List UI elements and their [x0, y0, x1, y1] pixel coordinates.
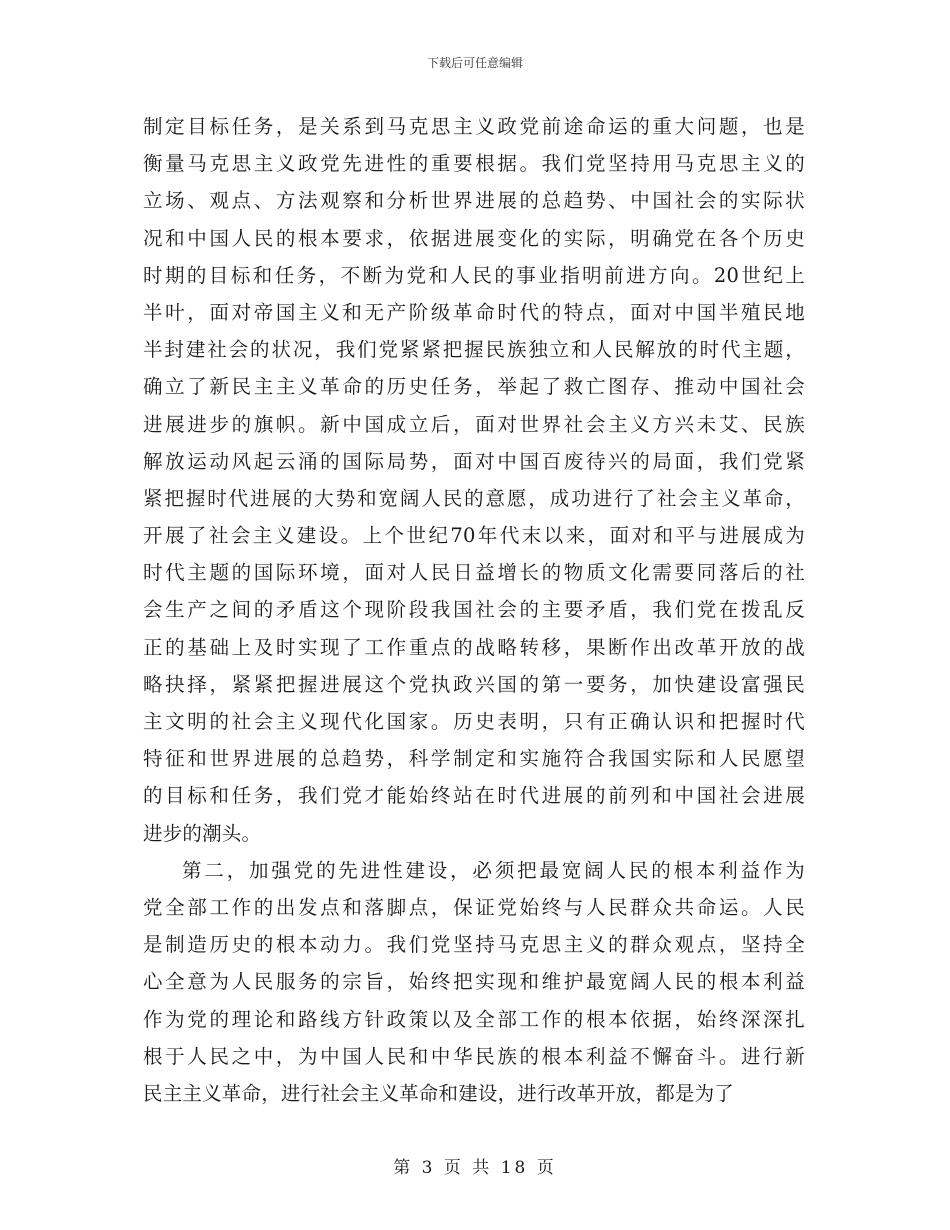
- text-line: 开展了社会主义建设。上个世纪70年代末以来，面对和平与进展成为: [143, 524, 805, 548]
- text-line: 作为党的理论和路线方针政策以及全部工作的根本依据，始终深深扎: [143, 1007, 805, 1031]
- text-line: 制定目标任务，是关系到马克思主义政党前途命运的重大问题，也是: [143, 115, 805, 138]
- text-line: 立场、观点、方法观察和分析世界进展的总趋势、中国社会的实际状: [143, 189, 805, 213]
- text-line: 时代主题的国际环境，面对人民日益增长的物质文化需要同落后的社: [143, 561, 805, 585]
- text-line: 主文明的社会主义现代化国家。历史表明，只有正确认识和把握时代: [143, 710, 805, 733]
- text-line: 半叶，面对帝国主义和无产阶级革命时代的特点，面对中国半殖民地: [143, 300, 805, 324]
- text-line: 紧把握时代进展的大势和宽阔人民的意愿，成功进行了社会主义革命，: [143, 486, 805, 510]
- text-line: 心全意为人民服务的宗旨，始终把实现和维护最宽阔人民的根本利益: [143, 970, 805, 994]
- text-line: 党全部工作的出发点和落脚点，保证党始终与人民群众共命运。人民: [143, 895, 805, 919]
- text-line: 进展进步的旗帜。新中国成立后，面对世界社会主义方兴未艾、民族: [143, 412, 805, 436]
- paragraph: [143, 108, 805, 852]
- text-line: 民主主义革命，进行社会主义革命和建设，进行改革开放，都是为了: [143, 1081, 735, 1105]
- text-line: 衡量马克思主义政党先进性的重要根据。我们党坚持用马克思主义的: [143, 152, 805, 176]
- text-line: 根于人民之中，为中国人民和中华民族的根本利益不懈奋斗。进行新: [143, 1044, 805, 1068]
- text-line: 半封建社会的状况，我们党紧紧把握民族独立和人民解放的时代主题，: [143, 338, 805, 362]
- text-line: 况和中国人民的根本要求，依据进展变化的实际，明确党在各个历史: [143, 226, 805, 250]
- text-line: 时期的目标和任务，不断为党和人民的事业指明前进方向。20世纪上: [143, 263, 805, 287]
- text-line: 特征和世界进展的总趋势，科学制定和实施符合我国实际和人民愿望: [143, 747, 805, 771]
- text-line: 的目标和任务，我们党才能始终站在时代进展的前列和中国社会进展: [143, 784, 805, 808]
- text-line: 第二，加强党的先进性建设，必须把最宽阔人民的根本利益作为: [182, 858, 805, 882]
- document-body: [143, 108, 805, 1112]
- text-line: 略抉择，紧紧把握进展这个党执政兴国的第一要务，加快建设富强民: [143, 672, 805, 696]
- text-line: 是制造历史的根本动力。我们党坚持马克思主义的群众观点，坚持全: [143, 933, 805, 957]
- page-footer: 第 3 页 共 18 页: [393, 1158, 557, 1178]
- text-line: 进步的潮头。: [143, 821, 262, 845]
- paragraph: [143, 852, 805, 1112]
- text-line: 正的基础上及时实现了工作重点的战略转移，果断作出改革开放的战: [143, 635, 805, 659]
- text-line: 解放运动风起云涌的国际局势，面对中国百废待兴的局面，我们党紧: [143, 449, 805, 473]
- page-header: 下载后可任意编辑: [426, 56, 523, 70]
- text-line: 确立了新民主主义革命的历史任务，举起了救亡图存、推动中国社会: [143, 375, 805, 399]
- text-line: 会生产之间的矛盾这个现阶段我国社会的主要矛盾，我们党在拨乱反: [143, 598, 805, 622]
